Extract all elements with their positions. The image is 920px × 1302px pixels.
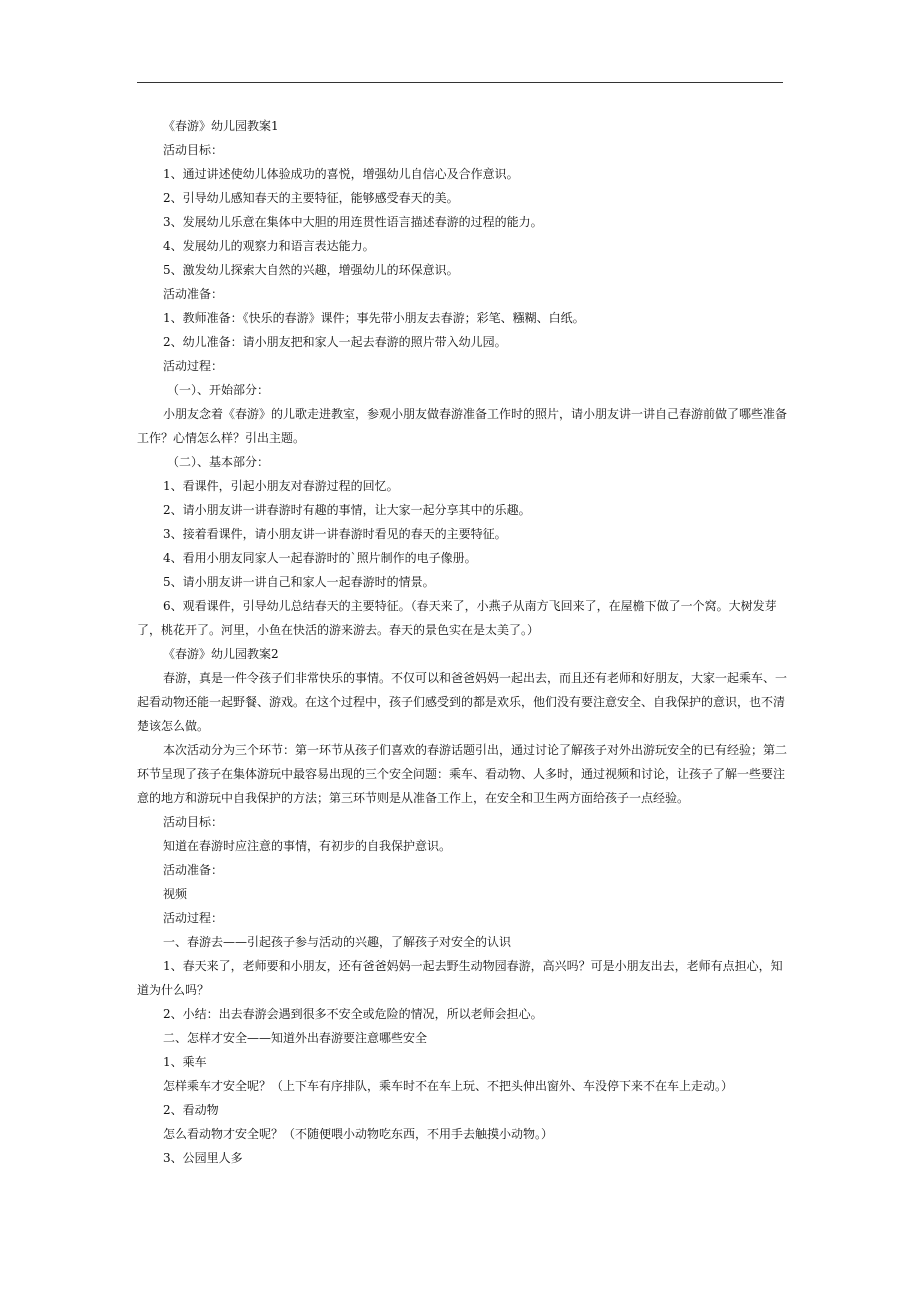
paragraph: 1、春天来了，老师要和小朋友，还有爸爸妈妈一起去野生动物园春游，高兴吗？可是小朋友出去，老师有点担心，知道为什么吗？ <box>137 959 783 997</box>
paragraph: 活动目标： <box>163 815 224 829</box>
paragraph: 《春游》幼儿园教案2 <box>163 647 279 661</box>
header-rule <box>137 82 783 83</box>
paragraph: 2、请小朋友讲一讲春游时有趣的事情，让大家一起分享其中的乐趣。 <box>163 503 531 517</box>
paragraph: 4、看用小朋友同家人一起春游时的`照片制作的电子像册。 <box>163 551 477 565</box>
paragraph: 1、看课件，引起小朋友对春游过程的回忆。 <box>163 479 399 493</box>
paragraph: 一、春游去——引起孩子参与活动的兴趣，了解孩子对安全的认识 <box>163 935 512 949</box>
paragraph: 6、观看课件，引导幼儿总结春天的主要特征。（春天来了，小燕子从南方飞回来了，在屋檐下做了一个窝。大树发芽了，桃花开了。河里，小鱼在快活的游来游去。春天的景色实在是太美了。） <box>137 599 777 637</box>
document-body <box>137 114 787 1170</box>
paragraph: 5、激发幼儿探索大自然的兴趣，增强幼儿的环保意识。 <box>163 263 459 277</box>
paragraph: 1、通过讲述使幼儿体验成功的喜悦，增强幼儿自信心及合作意识。 <box>163 167 519 181</box>
paragraph: （二）、基本部分： <box>167 455 270 469</box>
paragraph: 4、发展幼儿的观察力和语言表达能力。 <box>163 239 375 253</box>
paragraph: 《春游》幼儿园教案1 <box>163 119 279 133</box>
paragraph: 春游，真是一件令孩子们非常快乐的事情。不仅可以和爸爸妈妈一起出去，而且还有老师和好朋友，大家一起乘车、一起看动物还能一起野餐、游戏。在这个过程中，孩子们感受到的都是欢乐，他们没有要注意安全、自我保护的意识，也不清楚该怎么做。 <box>137 671 788 733</box>
paragraph: 2、幼儿准备：请小朋友把和家人一起去春游的照片带入幼儿园。 <box>163 335 507 349</box>
paragraph: 3、公园里人多 <box>163 1151 243 1165</box>
paragraph: 怎么看动物才安全呢？（不随便喂小动物吃东西，不用手去触摸小动物。） <box>163 1127 554 1141</box>
paragraph: 视频 <box>163 887 188 901</box>
paragraph: 2、引导幼儿感知春天的主要特征，能够感受春天的美。 <box>163 191 459 205</box>
paragraph: 活动准备： <box>163 287 224 301</box>
paragraph: 2、看动物 <box>163 1103 219 1117</box>
paragraph: 活动过程： <box>163 359 224 373</box>
paragraph: 3、接着看课件，请小朋友讲一讲春游时看见的春天的主要特征。 <box>163 527 507 541</box>
paragraph: 1、乘车 <box>163 1055 207 1069</box>
paragraph: 二、怎样才安全——知道外出春游要注意哪些安全 <box>163 1031 428 1045</box>
paragraph: 3、发展幼儿乐意在集体中大胆的用连贯性语言描述春游的过程的能力。 <box>163 215 543 229</box>
paragraph: 本次活动分为三个环节：第一环节从孩子们喜欢的春游话题引出，通过讨论了解孩子对外出游玩安全的已有经验；第二环节呈现了孩子在集体游玩中最容易出现的三个安全问题：乘车、看动物、人多时，通过视频和讨论，让孩子了解一些要注意的地方和游玩中自我保护的方法；第三环节则是从准备工作上，在安全和卫生两方面给孩子一点经验。 <box>137 743 788 805</box>
paragraph: 5、请小朋友讲一讲自己和家人一起春游时的情景。 <box>163 575 435 589</box>
paragraph: （一）、开始部分： <box>167 383 270 397</box>
paragraph: 活动目标： <box>163 143 224 157</box>
paragraph: 活动准备： <box>163 863 224 877</box>
paragraph: 活动过程： <box>163 911 224 925</box>
paragraph: 1、教师准备：《快乐的春游》课件；事先带小朋友去春游；彩笔、糨糊、白纸。 <box>163 311 585 325</box>
paragraph: 2、小结：出去春游会遇到很多不安全或危险的情况，所以老师会担心。 <box>163 1007 543 1021</box>
paragraph: 小朋友念着《春游》的儿歌走进教室，参观小朋友做春游准备工作时的照片，请小朋友讲一讲自己春游前做了哪些准备工作？心情怎么样？引出主题。 <box>137 407 788 445</box>
paragraph: 怎样乘车才安全呢？（上下车有序排队，乘车时不在车上玩、不把头伸出窗外、车没停下来不在车上走动。） <box>163 1079 734 1093</box>
paragraph: 知道在春游时应注意的事情，有初步的自我保护意识。 <box>163 839 452 853</box>
